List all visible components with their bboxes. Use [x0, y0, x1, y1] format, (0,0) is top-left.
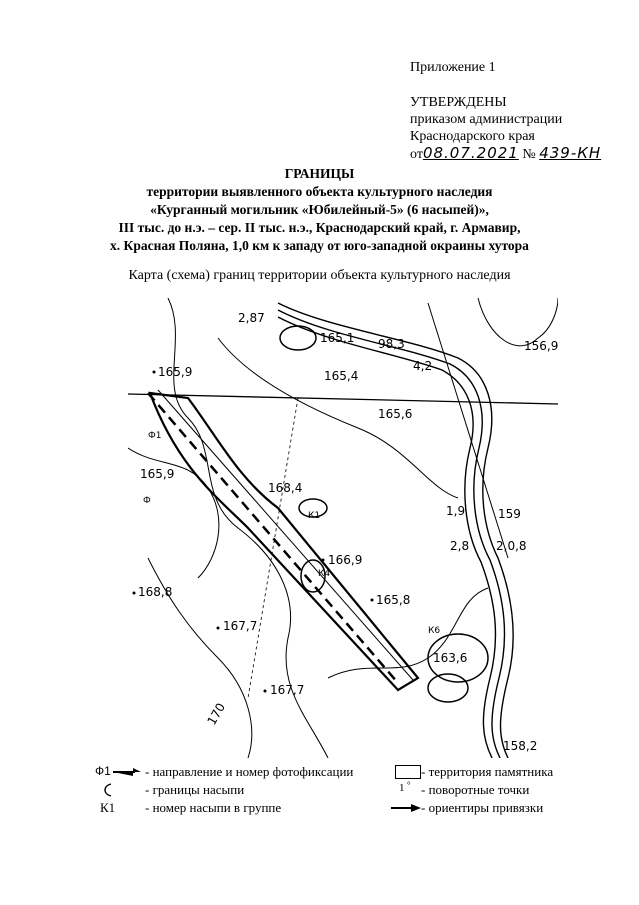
diagonal-road — [148, 393, 398, 683]
approval-block — [410, 94, 601, 163]
boundary-map — [128, 298, 558, 758]
road-line — [278, 303, 513, 758]
elevation-label: 165,6 — [378, 407, 413, 421]
mound-boundary — [428, 674, 468, 702]
document-title — [0, 165, 639, 255]
road-line — [278, 317, 496, 758]
elevation-label: 158,2 — [503, 739, 538, 753]
elevation-label: 168,8 — [138, 585, 173, 599]
elevation-label: 159 — [498, 507, 521, 521]
mound-label: К4 — [318, 569, 331, 579]
elevation-point — [371, 599, 374, 602]
legend — [95, 764, 595, 824]
elevation-point — [133, 592, 136, 595]
legend-turn-symbol: 1 — [399, 782, 405, 794]
power-line — [428, 303, 508, 558]
from-label: от — [410, 147, 423, 162]
title-line-1: ГРАНИЦЫ — [284, 166, 355, 181]
title-line-5: х. Красная Поляна, 1,0 км к западу от юго-западной окраины хутора — [110, 238, 529, 253]
elevation-label: 166,9 — [328, 553, 363, 567]
title-line-3: «Курганный могильник «Юбилейный-5» (6 насыпей)», — [150, 202, 489, 217]
photo-label: Ф — [143, 496, 151, 506]
elevation-point — [264, 690, 267, 693]
elevation-point — [217, 627, 220, 630]
title-line-2: территории выявленного объекта культурного наследия — [146, 184, 493, 199]
elevation-label: 165,9 — [140, 467, 175, 481]
elevation-label: 1,9 — [446, 504, 466, 518]
approved-title: УТВЕРЖДЕНЫ — [410, 95, 507, 110]
elevation-label: 167,7 — [223, 619, 258, 633]
boundary-arc-icon — [101, 782, 115, 798]
legend-reference-desc: - ориентиры привязки — [421, 800, 544, 815]
approved-line-2: Краснодарского края — [410, 129, 535, 144]
elevation-label: 165,8 — [376, 593, 411, 607]
legend-photo-desc: - направление и номер фотофиксации — [145, 764, 354, 779]
elevation-label: 2,87 — [238, 311, 265, 325]
elevation-label: 2,0,8 — [496, 539, 527, 553]
elevation-label: 98,3 — [378, 337, 405, 351]
elevation-label: 168,4 — [268, 481, 303, 495]
legend-photo-symbol: Ф1 — [95, 764, 111, 778]
elevation-label: 2,8 — [450, 539, 470, 553]
photo-label: Ф1 — [148, 431, 162, 441]
legend-turn-desc: - поворотные точки — [421, 782, 530, 797]
power-line — [248, 398, 298, 698]
legend-mound-symbol: К1 — [100, 800, 116, 815]
map-caption: Карта (схема) границ территории объекта культурного наследия — [128, 268, 511, 283]
legend-territory-desc: - территория памятника — [421, 764, 554, 779]
elevation-label: 163,6 — [433, 651, 468, 665]
mound-boundary — [280, 326, 316, 350]
elevation-label: 170 — [204, 700, 229, 728]
approval-date-line — [410, 145, 601, 163]
elevation-label: 165,1 — [320, 331, 355, 345]
appendix-label: Приложение 1 — [410, 60, 496, 75]
number-sign: № — [522, 147, 536, 162]
handwritten-date: 08.07.2021 — [422, 144, 519, 162]
mound-label: К1 — [308, 511, 321, 521]
reference-arrow-icon — [391, 803, 421, 813]
elevation-label: 165,4 — [324, 369, 359, 383]
diagonal-road — [158, 390, 413, 680]
elevation-label: 165,9 — [158, 365, 193, 379]
elevation-point — [322, 559, 325, 562]
turn-point-icon: ° — [407, 780, 411, 790]
handwritten-number: 439-КН — [539, 144, 602, 162]
title-line-4: III тыс. до н.э. – сер. II тыс. н.э., Краснодарский край, г. Армавир, — [118, 220, 521, 235]
elevation-label: 156,9 — [524, 339, 558, 353]
photo-arrow-icon — [113, 767, 141, 777]
legend-boundary-desc: - границы насыпи — [145, 782, 245, 797]
elevation-label: 167,7 — [270, 683, 305, 697]
legend-mound-desc: - номер насыпи в группе — [145, 800, 282, 815]
elevation-point — [153, 371, 156, 374]
territory-box-icon — [395, 765, 421, 779]
approved-line-1: приказом администрации — [410, 112, 563, 127]
mound-label: К6 — [428, 626, 441, 636]
elevation-label: 4,2 — [413, 359, 433, 373]
